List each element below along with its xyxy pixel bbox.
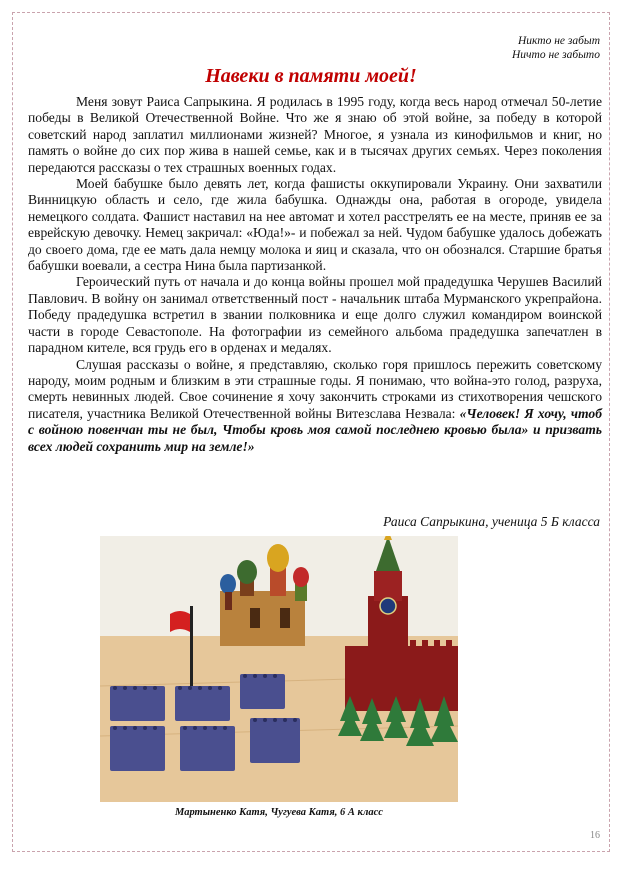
- paragraph-4-text: Слушая рассказы о войне, я представляю, сколько горя пришлось пережить советскому народу, моим родным и близким в эти страшные годы. Я понимаю, что война-это голод, разруха, смерть невинных людей. Свое сочинение я хочу закончить строками из стихотворения чешского писателя, участника Великой Отечественной войны Витезслава Незвала:: [28, 356, 602, 421]
- poem-quote: «Человек! Я хочу, чтоб с войною повенчан ты не был, Чтобы кровь моя самой последнею кровью была» и призвать всех людей сохранить мир на земле!»: [28, 405, 602, 454]
- article-title: Навеки в памяти моей!: [205, 65, 417, 87]
- epigraph-line-2: Ничто не забыто: [511, 49, 600, 61]
- paragraph-4: [28, 357, 602, 455]
- author-signature: Раиса Сапрыкина, ученица 5 Б класса: [383, 514, 600, 529]
- paragraph-2: Моей бабушке было девять лет, когда фашисты оккупировали Украину. Они захватили Винницкую область и село, где жила бабушка. Однажды она, работая в огороде, увидела немецкого солдата. Фашист наставил на нее автомат и хотел расстрелять ее на месте, приняв ее за еврейскую девочку. Немец закричал: «Юда!»- и побежал за ней. Чудом бабушке удалось добежать до своего дома, где ее мать дала немцу молока и яиц и сказала, что он обознался. Старшие братья бабушки воевали, а сестра Нина была партизанкой.: [28, 176, 602, 274]
- paragraph-1: Меня зовут Раиса Сапрыкина. Я родилась в 1995 году, когда весь народ отмечал 50-летие победы в Великой Отечественной Войне. Что же я знаю об этой войне, за победу в которой советский народ заплатил миллионами жизней? Многое, я узнала из кинофильмов и книг, но память о войне до сих пор жива в нашей семье, как и в тысячах других семьях. Через поколения передаются рассказы о тех страшных военных годах.: [28, 94, 602, 175]
- paragraph-3: Героический путь от начала и до конца войны прошел мой прадедушка Черушев Василий Павлович. В войну он занимал ответственный пост - начальник штаба Мурманского укрепрайона. Победу прадедушка встретил в звании полковника и еще долго служил командиром воинской части в городе Севастополе. На фотографии из семейного альбома прадедушка запечатлен в парадном кителе, вся грудь его в орденах и медалях.: [28, 274, 602, 356]
- epigraph: [512, 34, 600, 62]
- article-body: [28, 94, 602, 455]
- page-number: 16: [590, 830, 600, 841]
- epigraph-line-1: Никто не забыт: [517, 35, 600, 47]
- drawing-caption: Мартыненко Катя, Чугуева Катя, 6 А класс: [175, 807, 383, 818]
- children-drawing: [100, 536, 458, 802]
